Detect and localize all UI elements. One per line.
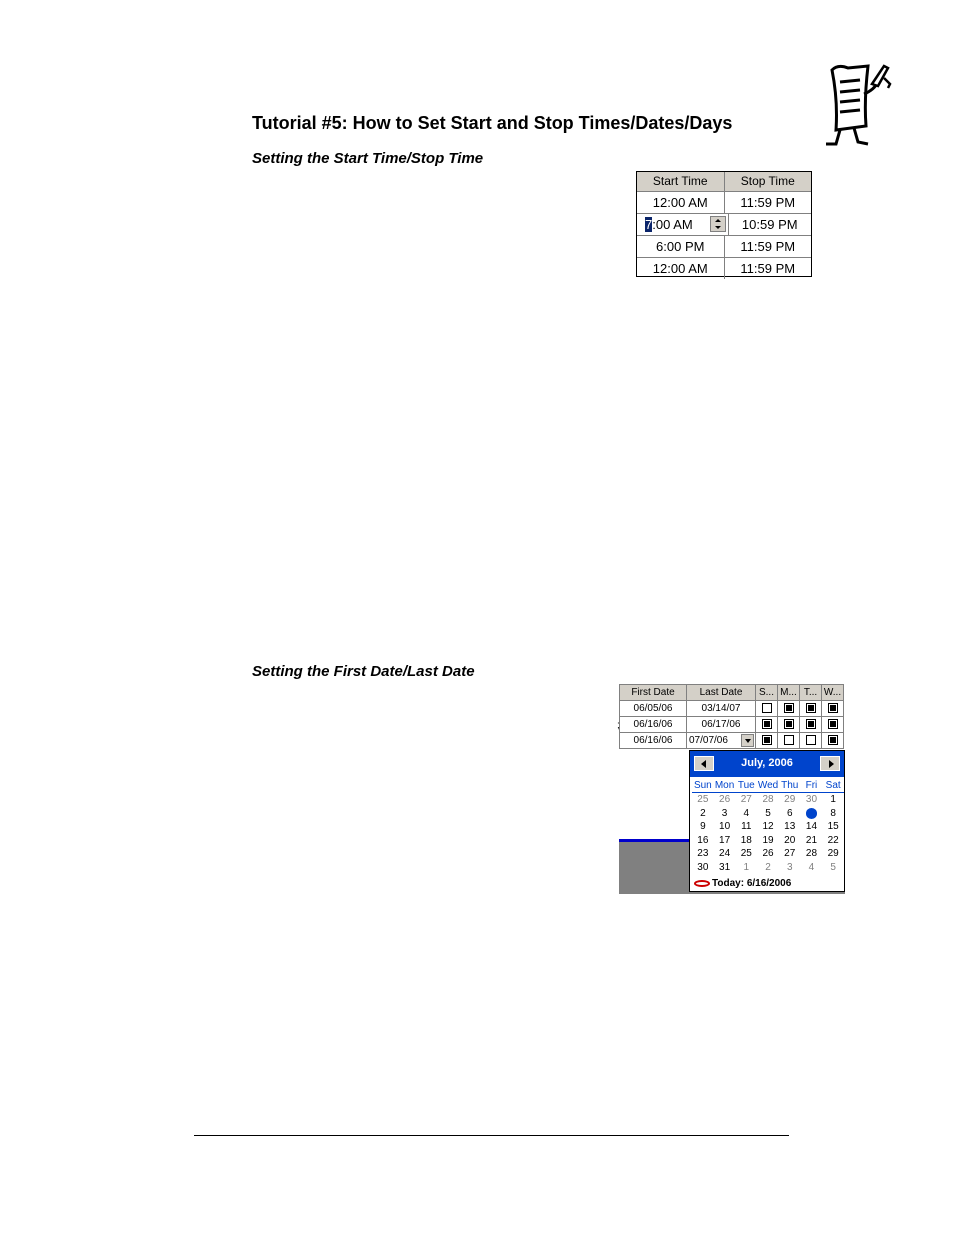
last-date-header[interactable]: Last Date [687, 685, 756, 701]
start-time-cell[interactable]: 12:00 AM [637, 258, 725, 279]
calendar-day[interactable]: 21 [805, 834, 818, 846]
time-spinner[interactable] [710, 216, 726, 232]
calendar-day[interactable]: 20 [784, 834, 796, 846]
calendar-day[interactable]: 28 [762, 794, 774, 805]
calendar-day[interactable]: 17 [719, 834, 731, 846]
calendar-week [692, 861, 844, 875]
calendar-day[interactable]: 11 [741, 821, 752, 833]
calendar-day[interactable]: 1 [830, 794, 836, 805]
calendar-day[interactable]: 2 [765, 861, 771, 873]
last-date-cell[interactable]: 06/17/06 [687, 717, 756, 733]
day-checkbox[interactable] [828, 703, 838, 713]
calendar-day-selected[interactable] [801, 807, 823, 821]
calendar-day[interactable]: 15 [827, 821, 839, 833]
day-cell[interactable] [822, 733, 844, 749]
weekday-label: Sun [693, 780, 712, 791]
calendar-day[interactable]: 8 [830, 807, 836, 819]
day-cell[interactable] [800, 717, 822, 733]
weekday-label: Tue [737, 780, 755, 791]
calendar-day[interactable]: 29 [827, 848, 839, 860]
calendar-day[interactable]: 4 [743, 807, 750, 819]
today-link[interactable] [694, 878, 791, 889]
first-date-cell[interactable]: 06/16/06 [620, 717, 687, 733]
tuesday-header[interactable]: T... [800, 685, 822, 701]
monday-header[interactable]: M... [778, 685, 800, 701]
today-label[interactable]: Today: 6/16/2006 [712, 878, 792, 889]
calendar-day[interactable]: 3 [721, 807, 728, 819]
calendar-day[interactable]: 27 [784, 848, 796, 860]
calendar-day[interactable]: 1 [743, 861, 750, 873]
date-row [620, 717, 844, 733]
day-checkbox[interactable] [806, 719, 816, 729]
day-cell[interactable] [756, 701, 778, 717]
stop-time-cell[interactable]: 10:59 PM [741, 217, 798, 232]
calendar-week [692, 834, 844, 848]
page-title: Tutorial #5: How to Set Start and Stop Times/Dates/Days [252, 113, 733, 133]
calendar-day[interactable]: 13 [784, 821, 796, 833]
time-row [637, 236, 811, 258]
day-checkbox[interactable] [762, 719, 772, 729]
spin-up-icon[interactable] [715, 219, 721, 222]
day-checkbox[interactable] [806, 703, 816, 713]
day-cell[interactable] [800, 701, 822, 717]
start-time-editor[interactable] [637, 214, 729, 235]
calendar-day[interactable]: 25 [697, 794, 709, 805]
calendar-day[interactable]: 24 [719, 848, 731, 860]
day-cell[interactable] [822, 701, 844, 717]
time-row [637, 192, 811, 214]
calendar-day[interactable]: 25 [740, 848, 752, 860]
day-cell[interactable] [778, 701, 800, 717]
section-heading-first-last-date: Setting the First Date/Last Date [252, 663, 475, 680]
calendar-day[interactable]: 23 [697, 848, 709, 860]
calendar-week [692, 807, 844, 821]
dropdown-arrow-icon[interactable] [741, 734, 754, 747]
calendar-month-title[interactable]: July, 2006 [741, 757, 793, 769]
calendar-day[interactable]: 4 [808, 861, 815, 873]
calendar-day[interactable]: 28 [805, 848, 818, 860]
section-heading-start-stop-time: Setting the Start Time/Stop Time [252, 150, 484, 167]
next-month-icon[interactable] [820, 756, 840, 771]
sunday-header[interactable]: S... [756, 685, 778, 701]
day-checkbox[interactable] [828, 719, 838, 729]
stop-time-cell[interactable]: 11:59 PM [740, 195, 796, 210]
calendar-dropdown[interactable] [689, 750, 845, 892]
footer-rule [194, 1135, 789, 1136]
stop-time-cell[interactable]: 11:59 PM [740, 239, 796, 254]
day-checkbox[interactable] [762, 735, 772, 745]
first-date-cell[interactable]: 06/05/06 [620, 701, 687, 717]
selected-day-value[interactable]: 7 [806, 808, 818, 819]
day-cell[interactable] [756, 717, 778, 733]
weekday-label: Wed [757, 780, 779, 791]
calendar-week [692, 820, 844, 834]
calendar-day[interactable]: 18 [740, 834, 752, 846]
calendar-day[interactable]: 31 [719, 861, 731, 873]
calendar-day[interactable]: 10 [719, 821, 731, 833]
calendar-day[interactable]: 26 [719, 794, 731, 805]
date-row [620, 733, 844, 749]
day-cell[interactable] [778, 717, 800, 733]
day-cell[interactable] [800, 733, 822, 749]
spin-down-icon[interactable] [715, 226, 721, 229]
calendar-day[interactable]: 30 [697, 861, 709, 873]
start-time-cell[interactable]: 12:00 AM [637, 192, 725, 213]
calendar-day[interactable]: 14 [805, 821, 818, 833]
day-checkbox[interactable] [806, 735, 816, 745]
calendar-day[interactable]: 2 [700, 807, 706, 819]
weekday-header-row [692, 780, 844, 793]
calendar-day[interactable]: 9 [700, 821, 706, 833]
last-date-value[interactable]: 07/07/06 [689, 735, 728, 746]
last-date-editor[interactable] [687, 733, 756, 749]
calendar-day[interactable]: 27 [740, 794, 752, 805]
calendar-day[interactable]: 16 [697, 834, 709, 846]
start-time-cell[interactable]: 6:00 PM [637, 236, 725, 257]
first-date-cell[interactable]: 06/16/06 [620, 733, 687, 749]
day-cell[interactable] [778, 733, 800, 749]
calendar-day[interactable]: 19 [762, 834, 774, 846]
calendar-day[interactable]: 29 [784, 794, 796, 805]
document-with-pen-icon [818, 60, 894, 148]
day-checkbox[interactable] [784, 703, 794, 713]
calendar-day[interactable]: 3 [786, 861, 793, 873]
day-cell[interactable] [822, 717, 844, 733]
date-row [620, 701, 844, 717]
calendar-week [692, 847, 844, 861]
calendar-day[interactable]: 6 [786, 807, 793, 819]
start-stop-time-grid [636, 171, 812, 277]
calendar-day[interactable]: 22 [827, 834, 839, 846]
calendar-day[interactable]: 30 [805, 794, 818, 805]
calendar-header [690, 751, 844, 777]
calendar-day[interactable]: 5 [830, 861, 836, 873]
calendar-day[interactable]: 5 [765, 807, 771, 819]
date-table [619, 684, 844, 749]
first-date-header[interactable]: First Date [620, 685, 687, 701]
selected-hour[interactable]: 7 [645, 217, 653, 232]
calendar-day[interactable]: 12 [762, 821, 774, 833]
time-row [637, 214, 811, 236]
calendar-day[interactable]: 26 [762, 848, 774, 860]
calendar-day-grid [692, 793, 844, 875]
day-cell[interactable] [756, 733, 778, 749]
stop-time-cell[interactable]: 11:59 PM [740, 261, 796, 276]
start-time-header[interactable]: Start Time [637, 172, 725, 191]
weekday-label: Mon [714, 780, 735, 791]
wednesday-header[interactable]: W... [822, 685, 844, 701]
start-time-remainder: :00 AM [652, 217, 693, 232]
day-checkbox[interactable] [784, 735, 794, 745]
day-checkbox[interactable] [762, 703, 772, 713]
weekday-label: Sat [825, 780, 841, 791]
weekday-label: Thu [781, 780, 799, 791]
time-row [637, 258, 811, 279]
stop-time-header[interactable]: Stop Time [740, 174, 795, 188]
row-marker: ; [617, 720, 620, 731]
last-date-cell[interactable]: 03/14/07 [687, 701, 756, 717]
calendar-week [692, 793, 844, 807]
today-circle-icon [694, 880, 710, 887]
weekday-label: Fri [805, 780, 818, 791]
day-checkbox[interactable] [784, 719, 794, 729]
first-last-date-grid [619, 684, 845, 894]
day-checkbox[interactable] [828, 735, 838, 745]
